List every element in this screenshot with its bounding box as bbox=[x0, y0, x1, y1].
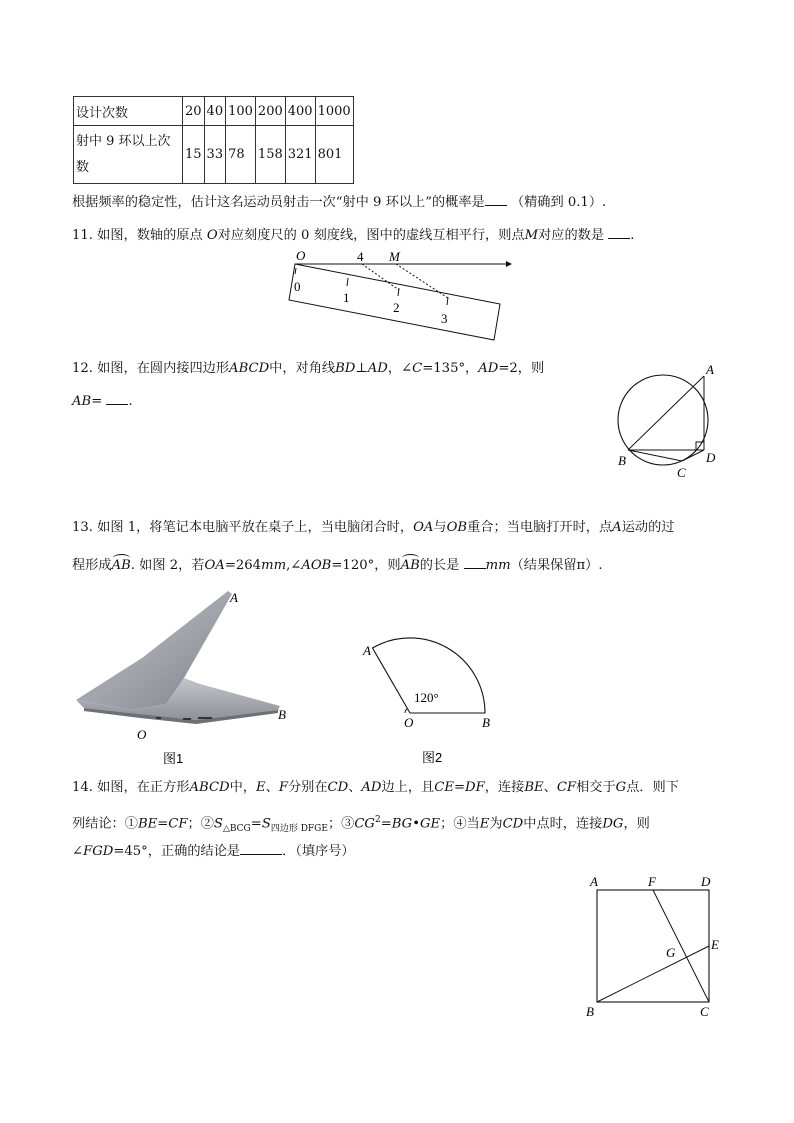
label-2: 2 bbox=[393, 300, 400, 315]
table-cell: 78 bbox=[226, 126, 256, 184]
table-cell: 15 bbox=[183, 126, 205, 184]
label-o: O bbox=[137, 727, 147, 742]
label-c: C bbox=[700, 1004, 709, 1019]
label-g: G bbox=[666, 945, 676, 960]
square-figure bbox=[580, 872, 730, 1022]
circle-quadrilateral-figure bbox=[610, 358, 725, 483]
label-m: M bbox=[389, 249, 400, 264]
label-e: E bbox=[711, 937, 719, 952]
circumcircle bbox=[618, 375, 708, 465]
label-d: D bbox=[701, 874, 711, 889]
question-14-text-line2: 列结论：①BE=CF；$②S_{\triangle BCG}=S_{四边形 DFGE}$；$③CG^2=BG•GE$；④当E为CD中点时，连接DG，则 bbox=[72, 815, 650, 835]
label-3: 3 bbox=[441, 311, 448, 326]
table-cell: 40 bbox=[204, 97, 226, 126]
arrow-icon bbox=[506, 261, 512, 267]
label-a: A bbox=[706, 362, 714, 377]
label-f: F bbox=[648, 874, 656, 889]
label-o: O bbox=[296, 248, 306, 263]
label-b: B bbox=[586, 1004, 594, 1019]
tick-1 bbox=[347, 278, 348, 286]
table-cell: 158 bbox=[255, 126, 285, 184]
table-row bbox=[74, 97, 354, 126]
table-header-cell bbox=[74, 126, 183, 184]
segment-cf bbox=[653, 890, 709, 1002]
question-14-text: 14. 如图，在正方形ABCD中，E、F分别在CD、AD边上，且CE=DF，连接BE、CF相交于G点．则下 bbox=[72, 780, 679, 795]
square-abcd bbox=[597, 890, 709, 1002]
port bbox=[156, 717, 161, 719]
dashed-line bbox=[362, 264, 399, 290]
table-cell: 400 bbox=[285, 97, 315, 126]
segment-cd bbox=[682, 450, 704, 461]
label-0: 0 bbox=[294, 279, 301, 294]
label-d: D bbox=[706, 450, 716, 465]
frequency-table bbox=[73, 96, 354, 184]
label-o: O bbox=[404, 715, 414, 730]
table-cell: 200 bbox=[255, 97, 285, 126]
question-14-text-line3: ∠FGD=45°，正确的结论是 ．（填序号） bbox=[72, 844, 355, 859]
port bbox=[198, 717, 212, 719]
table-cell: 801 bbox=[315, 126, 353, 184]
question-12-text-line2: AB= . bbox=[72, 394, 133, 409]
answer-blank bbox=[106, 392, 128, 405]
table-cell: 321 bbox=[285, 126, 315, 184]
tick-0 bbox=[295, 268, 296, 274]
row2-label-line1: 射中 9 环以上次 bbox=[76, 133, 171, 149]
answer-blank bbox=[240, 842, 282, 855]
answer-blank bbox=[608, 226, 630, 239]
label-4: 4 bbox=[357, 249, 364, 264]
ruler-number-line-figure bbox=[282, 246, 512, 344]
table-cell: 33 bbox=[204, 126, 226, 184]
question-10-text: 根据频率的稳定性，估计这名运动员射击一次“射中 9 环以上”的概率是 （精确到 0.1）. bbox=[72, 195, 607, 210]
figure-1-caption: 图1 bbox=[163, 751, 184, 766]
laptop-figure bbox=[70, 588, 300, 766]
table-cell: 100 bbox=[226, 97, 256, 126]
arc-ab: AB bbox=[111, 558, 131, 573]
label-b: B bbox=[618, 453, 626, 468]
table-cell: 1000 bbox=[315, 97, 353, 126]
label-a: A bbox=[363, 643, 371, 658]
port bbox=[183, 718, 191, 720]
label-b: B bbox=[482, 715, 490, 730]
angle-mark bbox=[405, 709, 408, 713]
arc-ab: AB bbox=[400, 558, 420, 573]
dashed-line bbox=[396, 264, 448, 298]
label-1: 1 bbox=[343, 290, 350, 305]
angle-label: 120° bbox=[414, 690, 439, 705]
label-a: A bbox=[230, 590, 238, 605]
answer-blank bbox=[464, 556, 486, 569]
segment-be bbox=[597, 946, 709, 1002]
label-a: A bbox=[590, 874, 598, 889]
sector-figure bbox=[360, 634, 510, 766]
label-c: C bbox=[677, 465, 686, 480]
table-row bbox=[74, 126, 354, 184]
answer-blank bbox=[485, 193, 507, 206]
question-13-text: 13. 如图 1，将笔记本电脑平放在桌子上，当电脑闭合时，OA与OB重合；当电脑打开时，点A运动的过 bbox=[72, 520, 675, 535]
question-12-text: 12. 如图，在圆内接四边形ABCD中，对角线BD⊥AD，∠C=135°，AD=2，则 bbox=[72, 361, 545, 376]
question-11-text: 11. 如图，数轴的原点 O对应刻度尺的 0 刻度线，图中的虚线互相平行，则点M对应的数是 . bbox=[72, 228, 635, 243]
label-b: B bbox=[278, 707, 286, 722]
row2-label-line2: 数 bbox=[76, 159, 90, 175]
question-13-text-line2: 程形成AB. 如图 2，若OA=264mm,∠AOB=120°，则AB的长是 mm（结果保留π）. bbox=[72, 558, 603, 573]
table-cell: 20 bbox=[183, 97, 205, 126]
segment-ab bbox=[628, 376, 704, 450]
table-header-cell: 设计次数 bbox=[74, 97, 183, 126]
figure-2-caption: 图2 bbox=[422, 750, 443, 765]
